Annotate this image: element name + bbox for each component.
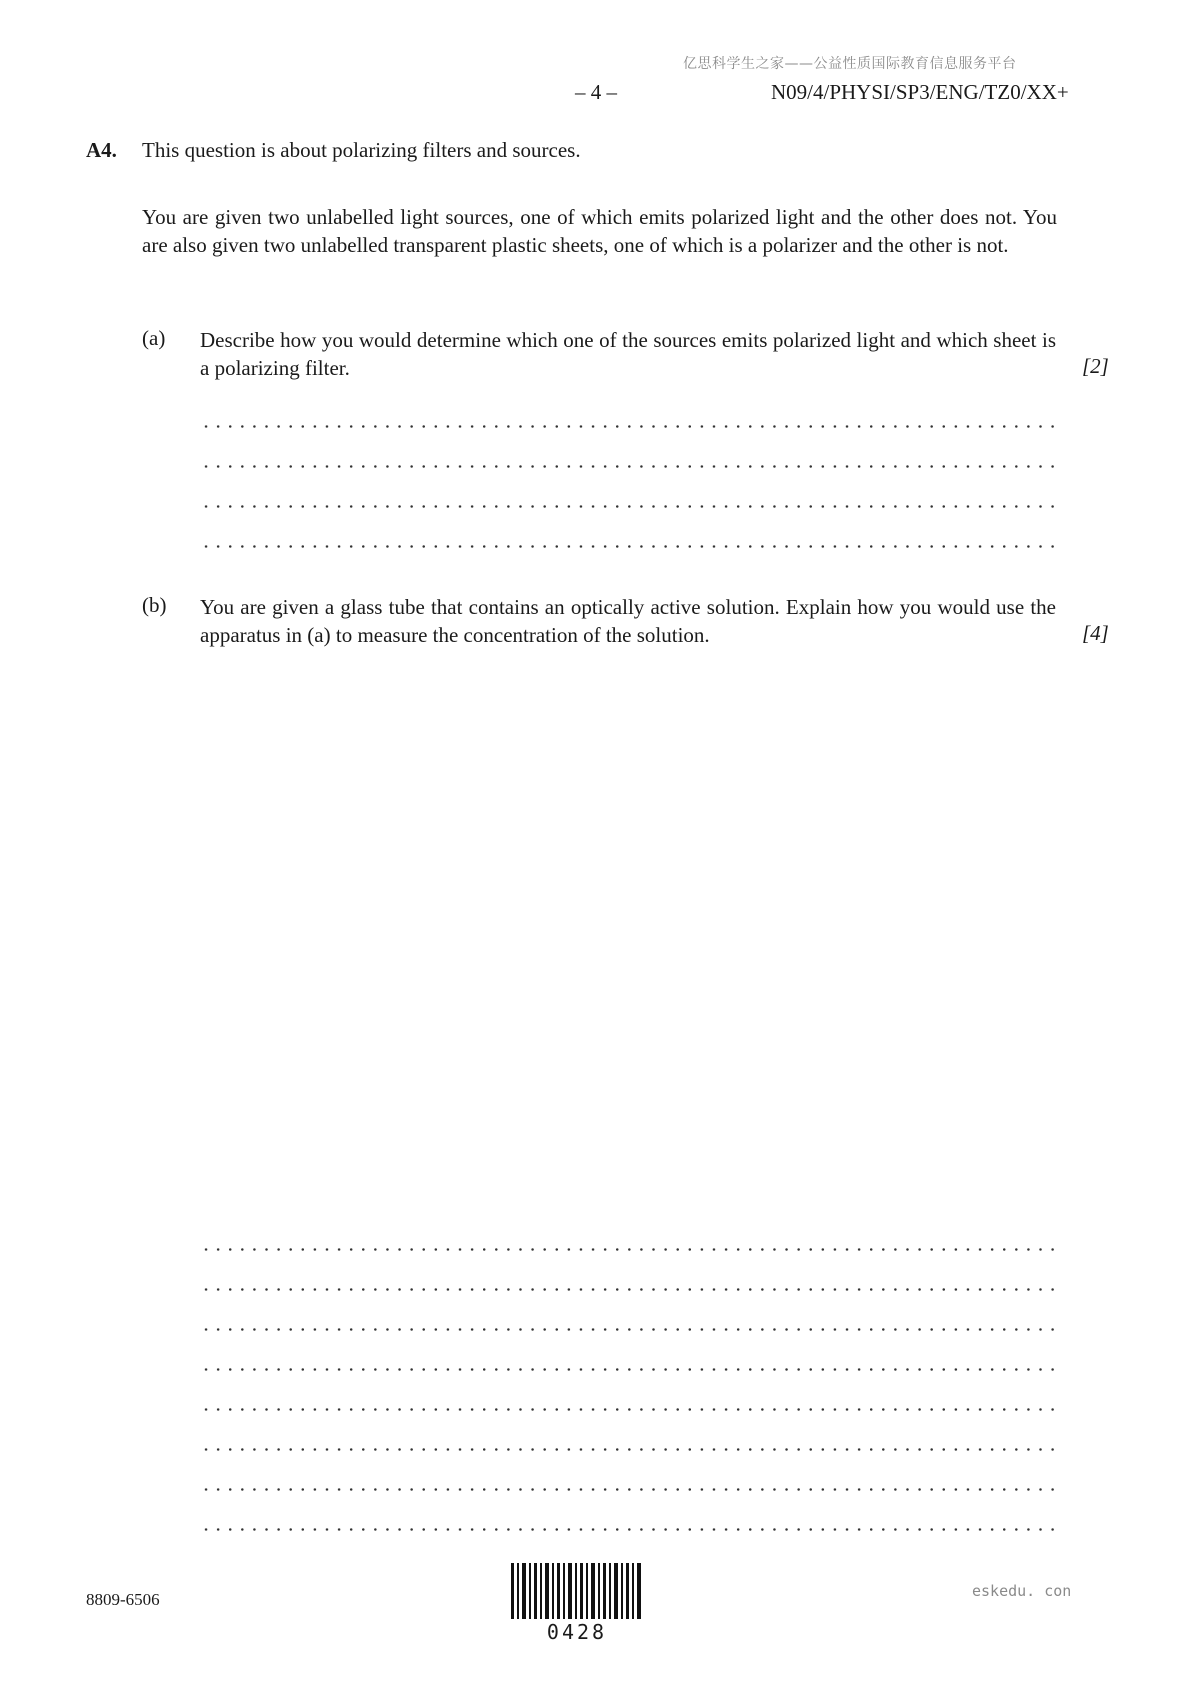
- answer-line[interactable]: [200, 1288, 1056, 1291]
- question-paragraph: You are given two unlabelled light sources, one of which emits polarized light and the other does not. You are also given two unlabelled transparent plastic sheets, one of which is a polarizer and the other is not.: [142, 205, 1057, 257]
- part-a-marks: [2]: [1082, 354, 1109, 378]
- answer-line[interactable]: [200, 1248, 1056, 1251]
- answer-line[interactable]: [200, 1368, 1056, 1371]
- answer-line[interactable]: [200, 1488, 1056, 1491]
- page-number: – 4 –: [575, 80, 617, 104]
- answer-line[interactable]: [200, 425, 1056, 428]
- answer-line[interactable]: [200, 505, 1056, 508]
- question-intro: This question is about polarizing filters and sources.: [142, 138, 581, 162]
- paper-code: N09/4/PHYSI/SP3/ENG/TZ0/XX+: [771, 80, 1069, 104]
- part-b-marks: [4]: [1082, 621, 1109, 645]
- part-a-label: (a): [142, 326, 166, 350]
- answer-line[interactable]: [200, 1528, 1056, 1531]
- watermark-text: 亿思科学生之家——公益性质国际教育信息服务平台: [683, 56, 1017, 72]
- barcode-number: 0428: [546, 1620, 608, 1644]
- footer-paper-code: 8809-6506: [86, 1590, 160, 1609]
- answer-line[interactable]: [200, 1408, 1056, 1411]
- barcode-icon: [511, 1563, 643, 1619]
- footer-site: eskedu. con: [972, 1582, 1072, 1600]
- part-b-text: You are given a glass tube that contains an optically active solution. Explain how you would use the apparatus in (a) to measure the concentration of the solution.: [200, 595, 1056, 647]
- answer-line[interactable]: [200, 545, 1056, 548]
- answer-line[interactable]: [200, 1448, 1056, 1451]
- answer-line[interactable]: [200, 465, 1056, 468]
- answer-line[interactable]: [200, 1328, 1056, 1331]
- part-b-label: (b): [142, 593, 167, 617]
- question-number: A4.: [86, 138, 117, 162]
- part-a-text: Describe how you would determine which one of the sources emits polarized light and which sheet is a polarizing filter.: [200, 328, 1056, 380]
